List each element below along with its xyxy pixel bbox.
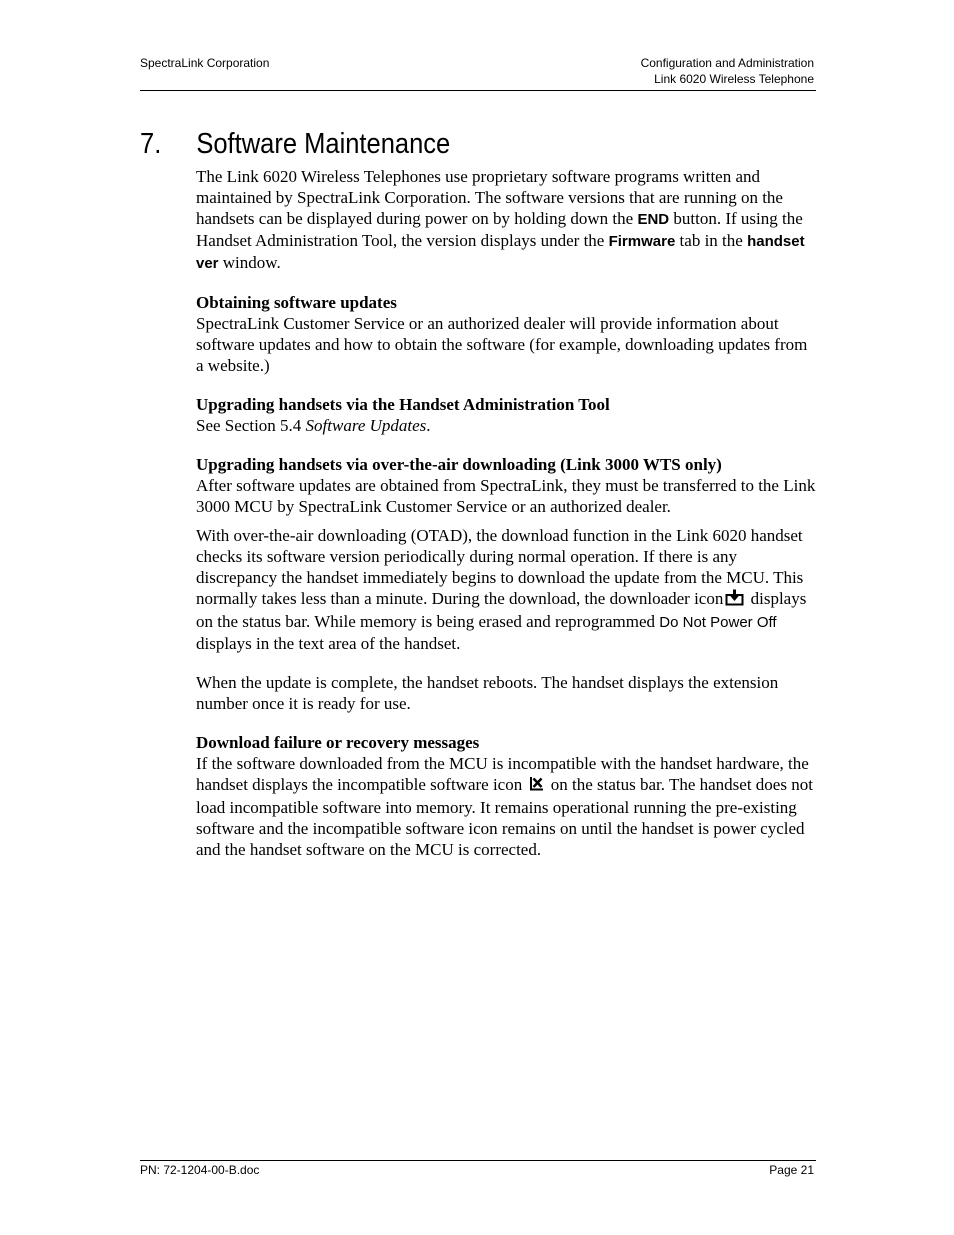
failure-paragraph bbox=[196, 753, 816, 860]
upgrading-tool-heading: Upgrading handsets via the Handset Administration Tool bbox=[196, 395, 610, 414]
obtaining-body: SpectraLink Customer Service or an authorized dealer will provide information about software updates and how to obtain the software (for example, downloading updates from a website.) bbox=[196, 314, 808, 375]
section-title: Software Maintenance bbox=[196, 128, 451, 160]
footer-rule bbox=[140, 1160, 816, 1161]
incompatible-software-icon bbox=[528, 776, 544, 797]
downloader-icon bbox=[725, 589, 744, 611]
section-number: 7. bbox=[140, 128, 162, 160]
upgrading-tool-body bbox=[196, 415, 816, 436]
footer-part-number: PN: 72-1204-00-B.doc bbox=[140, 1163, 260, 1177]
upgrading-ota-body: After software updates are obtained from SpectraLink, they must be transferred to the Link 3000 MCU by SpectraLink Customer Service or an authorized dealer. bbox=[196, 476, 816, 516]
intro-text: The Link 6020 Wireless Telephones use proprietary software programs written and maintained by SpectraLink Corporation. The software versions that are running on the handsets can be displayed during power on by holding down the bbox=[196, 167, 783, 228]
otad-paragraph bbox=[196, 525, 816, 654]
otad-text: displays in the text area of the handset. bbox=[196, 634, 461, 653]
software-updates-reference: Software Updates bbox=[305, 416, 427, 435]
footer-page-number: Page 21 bbox=[769, 1163, 814, 1177]
header-company: SpectraLink Corporation bbox=[140, 56, 270, 70]
otad-text: displays on the status bar. While memory is being erased and reprogrammed bbox=[196, 589, 807, 631]
section-heading bbox=[140, 124, 450, 164]
failure-text: on the status bar. The handset does not load incompatible software into memory. It remains operational running the pre-existing software and the incompatible software icon remains on until the handset is power cycled and the handset software on the MCU is corrected. bbox=[196, 775, 813, 859]
intro-paragraph bbox=[196, 166, 816, 274]
failure-heading: Download failure or recovery messages bbox=[196, 733, 480, 752]
header-doc-subtitle: Link 6020 Wireless Telephone bbox=[654, 72, 814, 86]
body-text: See Section 5.4 bbox=[196, 416, 306, 435]
intro-text: button. If using the Handset Administration Tool, the version displays under the bbox=[196, 209, 803, 250]
otad-text: With over-the-air downloading (OTAD), the download function in the Link 6020 handset checks its software version periodically during normal operation. If there is any discrepancy the handset immediately begins to download the update from the MCU. This normally takes less than a minute. During the download, the downloader icon bbox=[196, 526, 804, 608]
end-key-label: END bbox=[637, 211, 670, 228]
intro-text: tab in the bbox=[675, 231, 748, 250]
failure-text: If the software downloaded from the MCU is incompatible with the handset hardware, the handset displays the incompatible software icon bbox=[196, 754, 809, 794]
header-doc-info bbox=[641, 55, 814, 87]
update-complete-paragraph: When the update is complete, the handset reboots. The handset displays the extension number once it is ready for use. bbox=[196, 673, 779, 713]
intro-text: window. bbox=[218, 253, 281, 272]
firmware-tab-label: Firmware bbox=[608, 233, 676, 250]
page-content bbox=[196, 166, 816, 860]
body-text: . bbox=[426, 416, 431, 435]
upgrading-ota-heading: Upgrading handsets via over-the-air downloading (Link 3000 WTS only) bbox=[196, 455, 722, 474]
header-rule bbox=[140, 90, 816, 91]
do-not-power-off-message: Do Not Power Off bbox=[659, 614, 777, 631]
obtaining-heading: Obtaining software updates bbox=[196, 293, 397, 312]
header-doc-title: Configuration and Administration bbox=[640, 56, 814, 70]
handset-ver-window-label: handset ver bbox=[196, 233, 805, 272]
